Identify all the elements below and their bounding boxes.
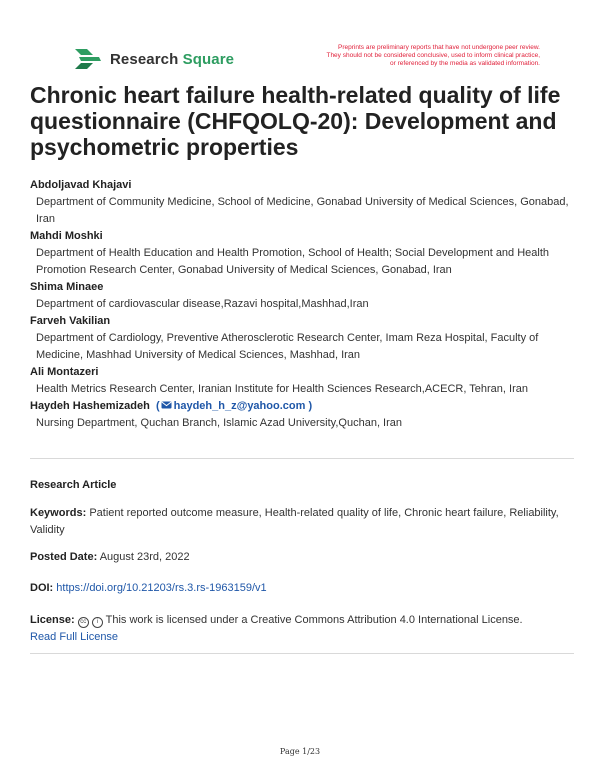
read-full-license-link[interactable]: Read Full License	[30, 631, 119, 643]
preprint-disclaimer	[270, 44, 540, 68]
author-name: Abdoljavad Khajavi	[30, 179, 132, 191]
mail-icon	[161, 401, 172, 409]
author-affiliation: Department of cardiovascular disease,Razavi hospital,Mashhad,Iran	[36, 298, 369, 310]
divider	[30, 653, 574, 654]
author-affiliation: Department of Health Education and Health Promotion, School of Health; Social Development and Health Promotion Research Center, Gonabad University of Medical Sciences, Gonabad, Iran	[36, 247, 550, 276]
article-type	[30, 477, 575, 494]
logo-brand-square: Square	[182, 50, 235, 68]
doi-label: DOI:	[30, 582, 54, 594]
research-square-logo[interactable]	[73, 47, 234, 71]
disclaimer-line: or referenced by the media as validated information.	[390, 60, 540, 67]
keywords-value: Patient reported outcome measure, Health-related quality of life, Chronic heart failure, Reliability, Validity	[30, 507, 559, 536]
keywords-label: Keywords:	[30, 507, 87, 519]
author-name: Mahdi Moshki	[30, 230, 103, 242]
author-affiliation: Department of Community Medicine, School of Medicine, Gonabad University of Medical Sciences, Gonabad, Iran	[36, 196, 569, 225]
posted-date	[30, 549, 575, 566]
article-type-label: Research Article	[30, 479, 117, 491]
doi-link[interactable]: https://doi.org/10.21203/rs.3.rs-1963159/v1	[56, 582, 267, 594]
license-text: This work is licensed under a Creative Commons Attribution 4.0 International License.	[105, 614, 523, 626]
cc-by-icon: i	[92, 617, 103, 628]
author-name: Ali Montazeri	[30, 366, 99, 378]
logo-brand: Research	[110, 50, 179, 68]
author-list	[30, 177, 575, 432]
author-affiliation: Nursing Department, Quchan Branch, Islamic Azad University,Quchan, Iran	[36, 417, 403, 429]
research-square-logo-icon	[73, 47, 103, 71]
author-affiliation: Department of Cardiology, Preventive Atherosclerotic Research Center, Imam Reza Hospital, Faculty of Medicine, Mashhad University of Medical Sciences, Mashhad, Iran	[36, 332, 539, 361]
posted-date-label: Posted Date:	[30, 551, 98, 563]
author-name: Haydeh Hashemizadeh	[30, 400, 150, 412]
disclaimer-line: They should not be considered conclusive, used to inform clinical practice,	[326, 52, 540, 59]
doi	[30, 580, 575, 597]
corresponding-author	[30, 398, 575, 415]
posted-date-value: August 23rd, 2022	[99, 551, 190, 563]
paper-title: Chronic heart failure health-related quality of life questionnaire (CHFQOLQ-20): Development and psychometric properties	[30, 82, 561, 160]
author-name: Shima Minaee	[30, 281, 104, 293]
cc-icon: cc	[78, 617, 89, 628]
author-email-link[interactable]: haydeh_h_z@yahoo.com	[173, 400, 306, 412]
logo-wordmark	[110, 51, 234, 68]
author-affiliation: Health Metrics Research Center, Iranian Institute for Health Sciences Research,ACECR, Tehran, Iran	[36, 383, 528, 395]
license-label: License:	[30, 614, 75, 626]
keywords	[30, 505, 575, 539]
email-container: ( haydeh_h_z@yahoo.com )	[152, 400, 313, 412]
license	[30, 612, 575, 646]
divider	[30, 458, 574, 459]
author-name: Farveh Vakilian	[30, 315, 111, 327]
disclaimer-line: Preprints are preliminary reports that have not undergone peer review.	[338, 44, 540, 51]
page-number: Page 1/23	[279, 747, 321, 756]
